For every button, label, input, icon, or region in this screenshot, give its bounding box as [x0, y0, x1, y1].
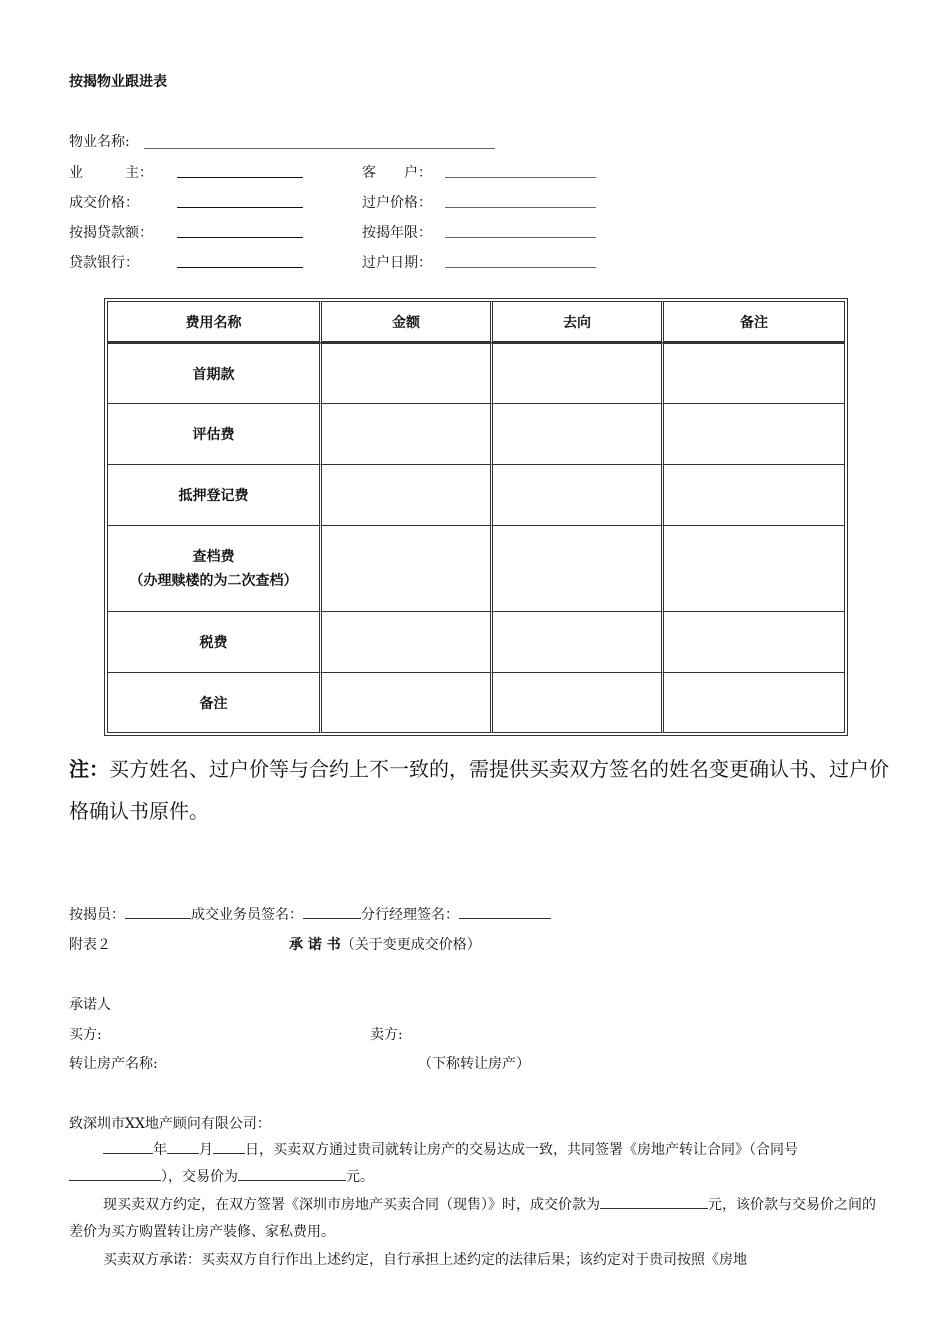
fee-name-cell: 首期款	[107, 343, 319, 403]
property-name-field[interactable]	[144, 148, 495, 149]
officer-field[interactable]	[125, 904, 191, 919]
day-field[interactable]	[213, 1139, 245, 1154]
note-prefix: 注：	[69, 757, 109, 781]
bank-label: 贷款银行：	[69, 255, 139, 271]
table-row	[107, 403, 845, 464]
appendix-label: 附表２	[69, 937, 111, 953]
remark-cell[interactable]	[661, 403, 845, 464]
client-label: 客 户：	[362, 165, 432, 181]
remark-cell[interactable]	[661, 672, 845, 733]
fee-name-cell	[107, 525, 319, 611]
manager-label: 分行经理签名：	[361, 907, 459, 923]
fee-name-cell: 抵押登记费	[107, 464, 319, 525]
page-title: 按揭物业跟进表	[69, 74, 167, 90]
fee-name-sub: （办理赎楼的为二次查档）	[129, 572, 298, 589]
header-destination: 去向	[490, 301, 661, 343]
deal-price-label: 成交价格：	[69, 195, 139, 211]
transfer-price-label: 过户价格：	[362, 195, 432, 211]
owner-field[interactable]	[177, 177, 303, 178]
destination-cell[interactable]	[490, 672, 661, 733]
destination-cell[interactable]	[490, 464, 661, 525]
pledge-paragraph-1	[69, 1137, 884, 1191]
property-alias: （下称转让房产）	[418, 1056, 530, 1072]
signature-line	[69, 904, 551, 924]
seller-label: 卖方:	[370, 1027, 403, 1043]
loan-amount-label: 按揭贷款额：	[69, 225, 153, 241]
client-field[interactable]	[445, 177, 596, 178]
pledge-paragraph-2	[69, 1192, 884, 1246]
amount-cell[interactable]	[319, 343, 490, 403]
fee-table	[104, 298, 848, 736]
property-label: 转让房产名称:	[69, 1056, 158, 1072]
p2-text-b: 元，该价款与交易价之间的差价为买方购置转让房产装修、家私费用。	[69, 1197, 876, 1240]
fee-name-cell: 备注	[107, 672, 319, 733]
transfer-date-label: 过户日期：	[362, 255, 432, 271]
officer-label: 按揭员：	[69, 907, 125, 923]
fee-name-cell: 评估费	[107, 403, 319, 464]
header-amount: 金额	[319, 301, 490, 343]
table-row	[107, 525, 845, 611]
remark-cell[interactable]	[661, 525, 845, 611]
table-row	[107, 611, 845, 672]
buyer-label: 买方:	[69, 1027, 102, 1043]
destination-cell[interactable]	[490, 525, 661, 611]
addressee: 致深圳市XX地产顾问有限公司：	[69, 1116, 271, 1132]
bank-field[interactable]	[177, 267, 303, 268]
manager-field[interactable]	[459, 904, 551, 919]
amount-cell[interactable]	[319, 611, 490, 672]
fee-name-cell: 税费	[107, 611, 319, 672]
month-label: 月	[199, 1142, 213, 1158]
table-row	[107, 464, 845, 525]
destination-cell[interactable]	[490, 611, 661, 672]
month-field[interactable]	[167, 1139, 199, 1154]
pledge-heading	[289, 934, 481, 954]
property-name-label: 物业名称:	[69, 134, 130, 150]
pledger-label: 承诺人	[69, 997, 111, 1013]
table-row	[107, 672, 845, 733]
pledge-paragraph-3: 买卖双方承诺：买卖双方自行作出上述约定，自行承担上述约定的法律后果；该约定对于贵司按照《房地	[103, 1252, 747, 1268]
pledge-heading-title: 承 诺 书	[289, 937, 341, 953]
fee-name: 查档费	[192, 548, 235, 565]
amount-cell[interactable]	[319, 672, 490, 733]
amount-cell[interactable]	[319, 464, 490, 525]
destination-cell[interactable]	[490, 343, 661, 403]
trade-price-field[interactable]	[238, 1166, 346, 1181]
amount-cell[interactable]	[319, 403, 490, 464]
note-text: 买方姓名、过户价等与合约上不一致的，需提供买卖双方签名的姓名变更确认书、过户价格确认书原件。	[69, 757, 889, 823]
year-label: 年	[153, 1142, 167, 1158]
loan-amount-field[interactable]	[177, 237, 303, 238]
p2-text-a: 现买卖双方约定，在双方签署《深圳市房地产买卖合同（现售）》时，成交价款为	[103, 1197, 600, 1213]
deal-price-field[interactable]	[177, 207, 303, 208]
p1-text: 日，买卖双方通过贵司就转让房产的交易达成一致，共同签署《房地产转让合同》（合同号	[245, 1142, 798, 1158]
loan-term-label: 按揭年限：	[362, 225, 432, 241]
remark-cell[interactable]	[661, 343, 845, 403]
table-row	[107, 343, 845, 403]
destination-cell[interactable]	[490, 403, 661, 464]
transfer-price-field[interactable]	[445, 207, 596, 208]
owner-label: 业 主：	[69, 165, 153, 181]
pledge-heading-sub: （关于变更成交价格）	[340, 937, 481, 953]
deal-amount-field[interactable]	[600, 1194, 708, 1209]
sales-label: 成交业务员签名：	[191, 907, 303, 923]
p1-tail: ），交易价为	[161, 1169, 238, 1185]
header-fee-name: 费用名称	[107, 301, 319, 343]
note	[69, 748, 889, 832]
loan-term-field[interactable]	[445, 237, 596, 238]
amount-cell[interactable]	[319, 525, 490, 611]
sales-field[interactable]	[303, 904, 361, 919]
year-field[interactable]	[103, 1139, 153, 1154]
p1-unit: 元。	[346, 1169, 374, 1185]
header-remark: 备注	[661, 301, 845, 343]
contract-no-field[interactable]	[69, 1166, 161, 1181]
remark-cell[interactable]	[661, 464, 845, 525]
remark-cell[interactable]	[661, 611, 845, 672]
transfer-date-field[interactable]	[445, 267, 596, 268]
